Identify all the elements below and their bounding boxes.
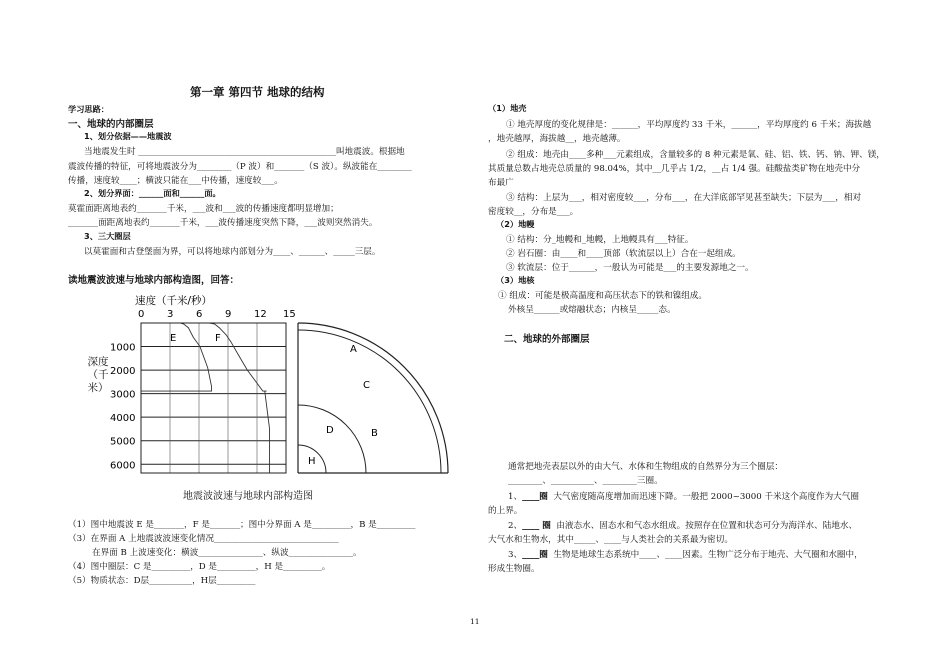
text-line: _______面距离地表约_______千米，___波传播速度突然下降，___波则突然消失。 xyxy=(68,218,378,228)
text-line: 当地震发生时 ______________________________________________叫地震波。根据地 xyxy=(84,147,405,157)
text-line: ________、__________、________三圈。 xyxy=(508,476,663,486)
subheading-interfaces: 2、划分界面：______面和______面。 xyxy=(84,188,221,198)
heading-core: （3）地核 xyxy=(496,275,535,285)
y-tick-label: 1000 xyxy=(110,342,136,354)
item-key: ____圈 xyxy=(522,492,548,502)
layer-label-c: C xyxy=(363,380,370,391)
item-number: 1、 xyxy=(508,492,523,502)
plot-frame xyxy=(141,323,286,473)
y-tick-label: 3000 xyxy=(110,389,136,401)
y-tick-label: 6000 xyxy=(110,460,136,472)
moho-boundary xyxy=(298,330,441,473)
earth-cross-section xyxy=(298,323,448,473)
heading-crust: （1）地壳 xyxy=(488,103,527,113)
text-line: 密度较__，分布是___。 xyxy=(488,207,579,217)
x-tick-label: 9 xyxy=(225,309,232,320)
layer-label-h: H xyxy=(308,456,316,467)
item-number: 3、 xyxy=(508,550,523,560)
text-line: 形成生物圈。 xyxy=(488,564,540,574)
item-number: 2、 xyxy=(508,521,523,531)
text-line: ③ 软流层：位于______，一般认为可能是___的主要发源地之一。 xyxy=(506,263,754,273)
text-line: ① 地壳厚度的变化规律是：______，平均厚度约 33 千米，______，平均厚度约 6 千米；海拔越 xyxy=(506,120,872,130)
section-heading-external: 二、地球的外部圈层 xyxy=(504,334,590,345)
item-text: 大气密度随高度增加而迅速下降。一般把 2000~3000 千米这个高度作为大气圈 xyxy=(553,492,859,502)
layer-label-a: A xyxy=(350,344,357,355)
text-line: 莫霍面距离地表约_______千米，___波和___波的传播速度都明显增加； xyxy=(68,204,339,214)
layer-label-d: D xyxy=(326,425,334,436)
item-key: ____圈 xyxy=(522,550,548,560)
text-line: 大气水和生物水，其中_____、____与人类社会的关系最为密切。 xyxy=(488,535,733,545)
atmosphere-line xyxy=(508,490,859,502)
text-line: 通常把地壳表层以外的由大气、水体和生物组成的自然界分为三个圈层： xyxy=(508,462,784,472)
figure-instruction: 读地震波波速与地球内部构造图，回答： xyxy=(68,275,240,286)
y-axis-label-text: 深度（千米） xyxy=(87,356,109,394)
hydrosphere-line xyxy=(508,519,857,531)
question-3: （3）在界面 A 上地震波波速变化情况_____________________________ xyxy=(68,534,339,544)
series-line-e xyxy=(209,323,270,473)
question-4: （4）图中圈层：C 是_________，D 是_________，H 是_________。 xyxy=(68,562,331,572)
page-title: 第一章 第四节 地球的结构 xyxy=(190,85,325,99)
item-text: 由液态水、固态水和气态水组成。按照存在位置和状态可分为海洋水、陆地水、 xyxy=(556,521,858,531)
x-tick-label: 6 xyxy=(196,309,203,320)
question-3b: 在界面 B 上波速变化：横波_______________、纵波_______________。 xyxy=(92,548,362,558)
x-axis-label: 速度（千米/秒） xyxy=(135,295,213,307)
text-line: 外核呈______或熔融状态；内核呈_____态。 xyxy=(508,305,676,315)
y-tick-label: 2000 xyxy=(110,366,136,378)
item-key: ____ 圈 xyxy=(522,521,551,531)
text-line: 的上界。 xyxy=(488,506,523,516)
text-line: 以莫霍面和古登堡面为界，可以将地球内部划分为____、______、_____三层。 xyxy=(84,247,381,257)
question-1: （1）图中地震波 E 是_______，F 是_______；图中分界面 A 是_________，B 是_________ xyxy=(68,520,416,530)
figure-caption: 地震波波速与地球内部构造图 xyxy=(183,491,313,502)
biosphere-line xyxy=(508,548,863,560)
text-line: ② 组成：地壳由____多种___元素组成，含量较多的 8 种元素是氧、硅、铝、铁、钙、钠、钾、镁， xyxy=(506,150,885,160)
subheading-basis: 1、划分依据——地震波 xyxy=(84,131,172,141)
section-heading-internal: 一、地球的内部圈层 xyxy=(68,119,154,130)
study-label: 学习思路： xyxy=(68,104,109,114)
x-tick-label: 15 xyxy=(283,309,296,320)
curve-label-f: F xyxy=(215,333,221,344)
y-axis-label-vertical xyxy=(84,356,112,395)
text-line: ② 岩石圈：由____和____顶部（软流层以上）合在一起组成。 xyxy=(506,249,741,259)
subheading-layers: 3、三大圈层 xyxy=(84,231,131,241)
text-line: 布最广 xyxy=(488,178,514,188)
curve-label-e: E xyxy=(170,333,177,344)
x-tick-label: 0 xyxy=(138,309,145,320)
y-tick-label: 4000 xyxy=(110,413,136,425)
text-line: 震波传播的特征，可将地震波分为________（P 波）和_______（S 波）。纵波能在________ xyxy=(68,162,412,172)
x-tick-label: 3 xyxy=(167,309,174,320)
x-tick-label: 12 xyxy=(254,309,267,320)
text-line: 传播，速度较____；横波只能在___中传播，速度较___。 xyxy=(68,176,283,186)
heading-mantle: （2）地幔 xyxy=(496,219,535,229)
text-line: 其质量总数占地壳总质量的 98.04%，其中__几乎占 1/2，__占 1/4 强。硅酸盐类矿物在地壳中分 xyxy=(488,164,861,174)
crust-boundary xyxy=(298,323,448,473)
text-line: ，地壳越厚，海拔越__，地壳越薄。 xyxy=(488,134,626,144)
text-line: ③ 结构：上层为___，相对密度较___，分布___，在大洋底部罕见甚至缺失；下层为___，相对 xyxy=(506,193,862,203)
question-5: （5）物质状态：D层__________，H层_________ xyxy=(68,576,256,586)
item-text: 生物是地球生态系统中____、____因素。生物广泛分布于地壳、大气圈和水圈中， xyxy=(553,550,863,560)
layer-label-b: B xyxy=(371,428,378,439)
text-line: ① 组成：可能是极高温度和高压状态下的铁和镍组成。 xyxy=(498,291,707,301)
seismic-wave-figure xyxy=(80,290,460,505)
page-number: 11 xyxy=(470,617,480,626)
y-tick-label: 5000 xyxy=(110,436,136,448)
text-line: ① 结构：分_地幔和_地幔，上地幔具有___特征。 xyxy=(506,235,694,245)
